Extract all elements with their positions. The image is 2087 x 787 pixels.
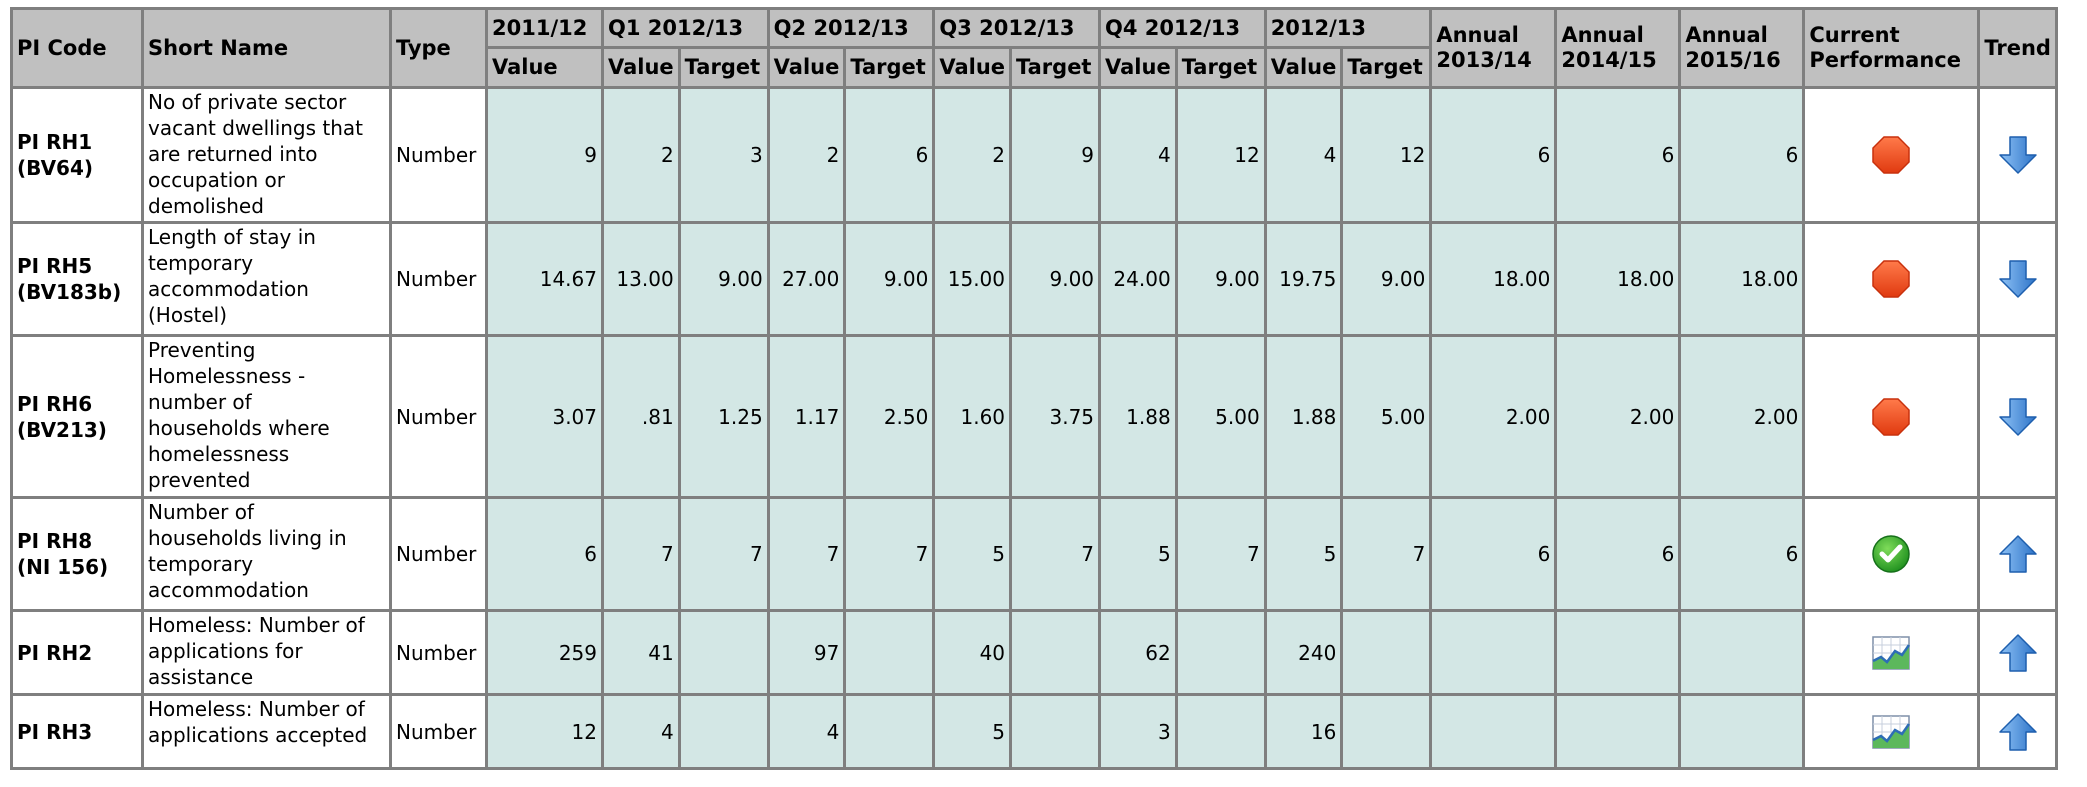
value-cell-q2v: 97 bbox=[770, 612, 847, 696]
value-cell-q3t: 9.00 bbox=[1012, 224, 1101, 337]
table-row bbox=[13, 89, 2058, 224]
value-cell-q3t: 7 bbox=[1012, 499, 1101, 612]
current-performance-cell bbox=[1805, 499, 1980, 612]
short-name-line: households where bbox=[148, 416, 330, 440]
short-name-line: assistance bbox=[148, 665, 254, 689]
value-cell-q1t bbox=[681, 696, 770, 770]
pi-code: (BV213) bbox=[17, 417, 107, 442]
value-cell-yv: 4 bbox=[1267, 89, 1344, 224]
value-cell-a1314: 2.00 bbox=[1432, 337, 1557, 499]
stop-icon bbox=[1869, 145, 1913, 164]
col-subheader-value: Value bbox=[935, 49, 1012, 89]
trend-cell bbox=[1980, 337, 2058, 499]
short-name-line: occupation or bbox=[148, 168, 285, 192]
short-name-line: Number of bbox=[148, 500, 254, 524]
pi-code: (BV183b) bbox=[17, 280, 122, 304]
short-name-line: number of bbox=[148, 390, 252, 414]
value-cell-yv: 16 bbox=[1267, 696, 1344, 770]
pi-code: (BV64) bbox=[17, 156, 94, 180]
data-only-chart-icon bbox=[1869, 721, 1913, 740]
pi-code: PI RH6 bbox=[17, 391, 93, 416]
check-icon bbox=[1869, 544, 1913, 563]
value-cell-q4t: 5.00 bbox=[1178, 337, 1267, 499]
col-header-trend[interactable]: Trend bbox=[1980, 10, 2058, 89]
value-cell-q4v: 5 bbox=[1101, 499, 1178, 612]
data-only-chart-icon bbox=[1869, 642, 1913, 661]
pi-code: (NI 156) bbox=[17, 555, 109, 579]
value-cell-q4t bbox=[1178, 612, 1267, 696]
col-header-period-2011-12[interactable]: 2011/12 bbox=[488, 10, 604, 49]
pi-code-cell[interactable] bbox=[13, 612, 144, 696]
value-cell-a1516 bbox=[1681, 696, 1805, 770]
value-cell-q3t bbox=[1012, 612, 1101, 696]
col-header-pi-code[interactable]: PI Code bbox=[13, 10, 144, 89]
current-performance-cell bbox=[1805, 612, 1980, 696]
table-row bbox=[13, 612, 2058, 696]
value-cell-yv: 1.88 bbox=[1267, 337, 1344, 499]
short-name-line: prevented bbox=[148, 468, 251, 492]
short-name-cell[interactable] bbox=[144, 224, 392, 337]
col-header-period-q2[interactable]: Q2 2012/13 bbox=[770, 10, 936, 49]
short-name-line: vacant dwellings that bbox=[148, 116, 364, 140]
table-row bbox=[13, 499, 2058, 612]
value-cell-a1415: 18.00 bbox=[1557, 224, 1681, 337]
col-header-type[interactable]: Type bbox=[392, 10, 488, 89]
arrow-up-icon bbox=[1996, 642, 2040, 661]
col-header-annual-2013-14[interactable]: Annual 2013/14 bbox=[1432, 10, 1557, 89]
short-name-line: demolished bbox=[148, 194, 264, 218]
trend-cell bbox=[1980, 224, 2058, 337]
current-performance-cell bbox=[1805, 337, 1980, 499]
value-cell-q1v: 7 bbox=[604, 499, 681, 612]
short-name-line: Homeless: Number of bbox=[148, 697, 365, 721]
value-cell-a1415 bbox=[1557, 696, 1681, 770]
value-cell-q3t bbox=[1012, 696, 1101, 770]
col-subheader-target: Target bbox=[1343, 49, 1432, 89]
value-cell-a1415: 6 bbox=[1557, 89, 1681, 224]
current-performance-cell bbox=[1805, 224, 1980, 337]
value-cell-q4t bbox=[1178, 696, 1267, 770]
value-cell-q3v: 5 bbox=[935, 696, 1012, 770]
value-cell-q3t: 9 bbox=[1012, 89, 1101, 224]
col-header-short-name[interactable]: Short Name bbox=[144, 10, 392, 89]
col-header-period-q4[interactable]: Q4 2012/13 bbox=[1101, 10, 1267, 49]
value-cell-yt: 9.00 bbox=[1343, 224, 1432, 337]
value-cell-v201112: 14.67 bbox=[488, 224, 604, 337]
stop-icon bbox=[1869, 269, 1913, 288]
short-name-cell[interactable] bbox=[144, 696, 392, 770]
pi-code-cell[interactable] bbox=[13, 337, 144, 499]
value-cell-q2v: 1.17 bbox=[770, 337, 847, 499]
value-cell-q4t: 7 bbox=[1178, 499, 1267, 612]
type-cell: Number bbox=[392, 612, 488, 696]
value-cell-a1516: 6 bbox=[1681, 499, 1805, 612]
value-cell-v201112: 3.07 bbox=[488, 337, 604, 499]
value-cell-v201112: 6 bbox=[488, 499, 604, 612]
value-cell-yv: 19.75 bbox=[1267, 224, 1344, 337]
col-subheader-target: Target bbox=[1178, 49, 1267, 89]
value-cell-q3v: 40 bbox=[935, 612, 1012, 696]
short-name-cell[interactable] bbox=[144, 89, 392, 224]
value-cell-a1314: 18.00 bbox=[1432, 224, 1557, 337]
type-cell: Number bbox=[392, 696, 488, 770]
value-cell-yv: 240 bbox=[1267, 612, 1344, 696]
pi-code-cell[interactable] bbox=[13, 224, 144, 337]
value-cell-yt: 5.00 bbox=[1343, 337, 1432, 499]
value-cell-q1v: 13.00 bbox=[604, 224, 681, 337]
current-performance-cell bbox=[1805, 696, 1980, 770]
short-name-line: No of private sector bbox=[148, 90, 347, 114]
short-name-line: accommodation bbox=[148, 277, 309, 301]
value-cell-q2t: 7 bbox=[846, 499, 935, 612]
short-name-cell[interactable] bbox=[144, 612, 392, 696]
value-cell-yt: 12 bbox=[1343, 89, 1432, 224]
value-cell-q4t: 12 bbox=[1178, 89, 1267, 224]
short-name-cell[interactable] bbox=[144, 499, 392, 612]
col-header-annual-2015-16[interactable]: Annual 2015/16 bbox=[1681, 10, 1805, 89]
value-cell-q3v: 15.00 bbox=[935, 224, 1012, 337]
value-cell-a1516: 18.00 bbox=[1681, 224, 1805, 337]
value-cell-a1314 bbox=[1432, 612, 1557, 696]
pi-code-cell[interactable] bbox=[13, 499, 144, 612]
value-cell-a1415: 2.00 bbox=[1557, 337, 1681, 499]
value-cell-yt bbox=[1343, 696, 1432, 770]
value-cell-q2t: 9.00 bbox=[846, 224, 935, 337]
trend-cell bbox=[1980, 89, 2058, 224]
short-name-line: households living in bbox=[148, 526, 347, 550]
trend-cell bbox=[1980, 612, 2058, 696]
col-subheader-value: Value bbox=[604, 49, 681, 89]
value-cell-q1v: 41 bbox=[604, 612, 681, 696]
value-cell-v201112: 12 bbox=[488, 696, 604, 770]
value-cell-q1v: .81 bbox=[604, 337, 681, 499]
short-name-line: Length of stay in bbox=[148, 225, 316, 249]
value-cell-q1t: 9.00 bbox=[681, 224, 770, 337]
value-cell-a1415 bbox=[1557, 612, 1681, 696]
value-cell-q1v: 2 bbox=[604, 89, 681, 224]
value-cell-a1516 bbox=[1681, 612, 1805, 696]
col-header-period-q3[interactable]: Q3 2012/13 bbox=[935, 10, 1101, 49]
short-name-line: applications for bbox=[148, 639, 303, 663]
short-name-line: (Hostel) bbox=[148, 303, 228, 327]
short-name-line: are returned into bbox=[148, 142, 318, 166]
pi-table-body bbox=[13, 89, 2058, 770]
value-cell-yv: 5 bbox=[1267, 499, 1344, 612]
value-cell-q4v: 24.00 bbox=[1101, 224, 1178, 337]
value-cell-q2v: 4 bbox=[770, 696, 847, 770]
pi-code-cell[interactable] bbox=[13, 89, 144, 224]
short-name-line: temporary bbox=[148, 251, 254, 275]
short-name-line: homelessness bbox=[148, 442, 290, 466]
col-subheader-value: Value bbox=[770, 49, 847, 89]
short-name-line: applications accepted bbox=[148, 723, 368, 747]
value-cell-q2t bbox=[846, 612, 935, 696]
value-cell-q2v: 7 bbox=[770, 499, 847, 612]
current-performance-cell bbox=[1805, 89, 1980, 224]
short-name-line: Homeless: Number of bbox=[148, 613, 365, 637]
value-cell-yt: 7 bbox=[1343, 499, 1432, 612]
value-cell-q3v: 1.60 bbox=[935, 337, 1012, 499]
pi-code-cell[interactable] bbox=[13, 696, 144, 770]
value-cell-q3v: 5 bbox=[935, 499, 1012, 612]
col-header-period-q1[interactable]: Q1 2012/13 bbox=[604, 10, 770, 49]
value-cell-q3v: 2 bbox=[935, 89, 1012, 224]
trend-cell bbox=[1980, 499, 2058, 612]
pi-code: PI RH5 bbox=[17, 254, 93, 278]
col-header-annual-2014-15[interactable]: Annual 2014/15 bbox=[1557, 10, 1681, 89]
pi-code: PI RH3 bbox=[17, 719, 93, 744]
value-cell-a1415: 6 bbox=[1557, 499, 1681, 612]
value-cell-q4t: 9.00 bbox=[1178, 224, 1267, 337]
pi-code: PI RH1 bbox=[17, 130, 93, 154]
value-cell-q1t bbox=[681, 612, 770, 696]
table-row bbox=[13, 696, 2058, 770]
pi-code: PI RH8 bbox=[17, 529, 93, 553]
value-cell-q2v: 2 bbox=[770, 89, 847, 224]
value-cell-q1t: 1.25 bbox=[681, 337, 770, 499]
short-name-cell[interactable] bbox=[144, 337, 392, 499]
value-cell-q1t: 3 bbox=[681, 89, 770, 224]
value-cell-q4v: 62 bbox=[1101, 612, 1178, 696]
col-header-period-2012-13[interactable]: 2012/13 bbox=[1267, 10, 1433, 49]
type-cell: Number bbox=[392, 337, 488, 499]
value-cell-q2v: 27.00 bbox=[770, 224, 847, 337]
short-name-line: Homelessness - bbox=[148, 364, 306, 388]
short-name-line: temporary bbox=[148, 552, 254, 576]
arrow-down-icon bbox=[1996, 406, 2040, 425]
arrow-up-icon bbox=[1996, 721, 2040, 740]
short-name-line: Preventing bbox=[148, 338, 256, 362]
value-cell-a1516: 2.00 bbox=[1681, 337, 1805, 499]
stop-icon bbox=[1869, 406, 1913, 425]
arrow-down-icon bbox=[1996, 145, 2040, 164]
trend-cell bbox=[1980, 696, 2058, 770]
short-name-line: accommodation bbox=[148, 578, 309, 602]
value-cell-a1516: 6 bbox=[1681, 89, 1805, 224]
value-cell-q1t: 7 bbox=[681, 499, 770, 612]
col-subheader-target: Target bbox=[681, 49, 770, 89]
table-row bbox=[13, 337, 2058, 499]
value-cell-q4v: 3 bbox=[1101, 696, 1178, 770]
pi-table bbox=[10, 7, 2058, 770]
arrow-down-icon bbox=[1996, 269, 2040, 288]
type-cell: Number bbox=[392, 499, 488, 612]
value-cell-q2t: 2.50 bbox=[846, 337, 935, 499]
col-subheader-value: Value bbox=[1101, 49, 1178, 89]
table-row bbox=[13, 224, 2058, 337]
value-cell-q4v: 1.88 bbox=[1101, 337, 1178, 499]
type-cell: Number bbox=[392, 224, 488, 337]
value-cell-v201112: 9 bbox=[488, 89, 604, 224]
value-cell-q2t: 6 bbox=[846, 89, 935, 224]
value-cell-v201112: 259 bbox=[488, 612, 604, 696]
pi-code: PI RH2 bbox=[17, 640, 93, 665]
value-cell-q4v: 4 bbox=[1101, 89, 1178, 224]
arrow-up-icon bbox=[1996, 544, 2040, 563]
col-subheader-value: Value bbox=[488, 49, 604, 89]
value-cell-q2t bbox=[846, 696, 935, 770]
col-subheader-value: Value bbox=[1267, 49, 1344, 89]
value-cell-q1v: 4 bbox=[604, 696, 681, 770]
value-cell-a1314: 6 bbox=[1432, 499, 1557, 612]
col-subheader-target: Target bbox=[846, 49, 935, 89]
value-cell-q3t: 3.75 bbox=[1012, 337, 1101, 499]
type-cell: Number bbox=[392, 89, 488, 224]
col-header-current-performance[interactable]: Current Performance bbox=[1805, 10, 1980, 89]
value-cell-yt bbox=[1343, 612, 1432, 696]
value-cell-a1314: 6 bbox=[1432, 89, 1557, 224]
value-cell-a1314 bbox=[1432, 696, 1557, 770]
col-subheader-target: Target bbox=[1012, 49, 1101, 89]
